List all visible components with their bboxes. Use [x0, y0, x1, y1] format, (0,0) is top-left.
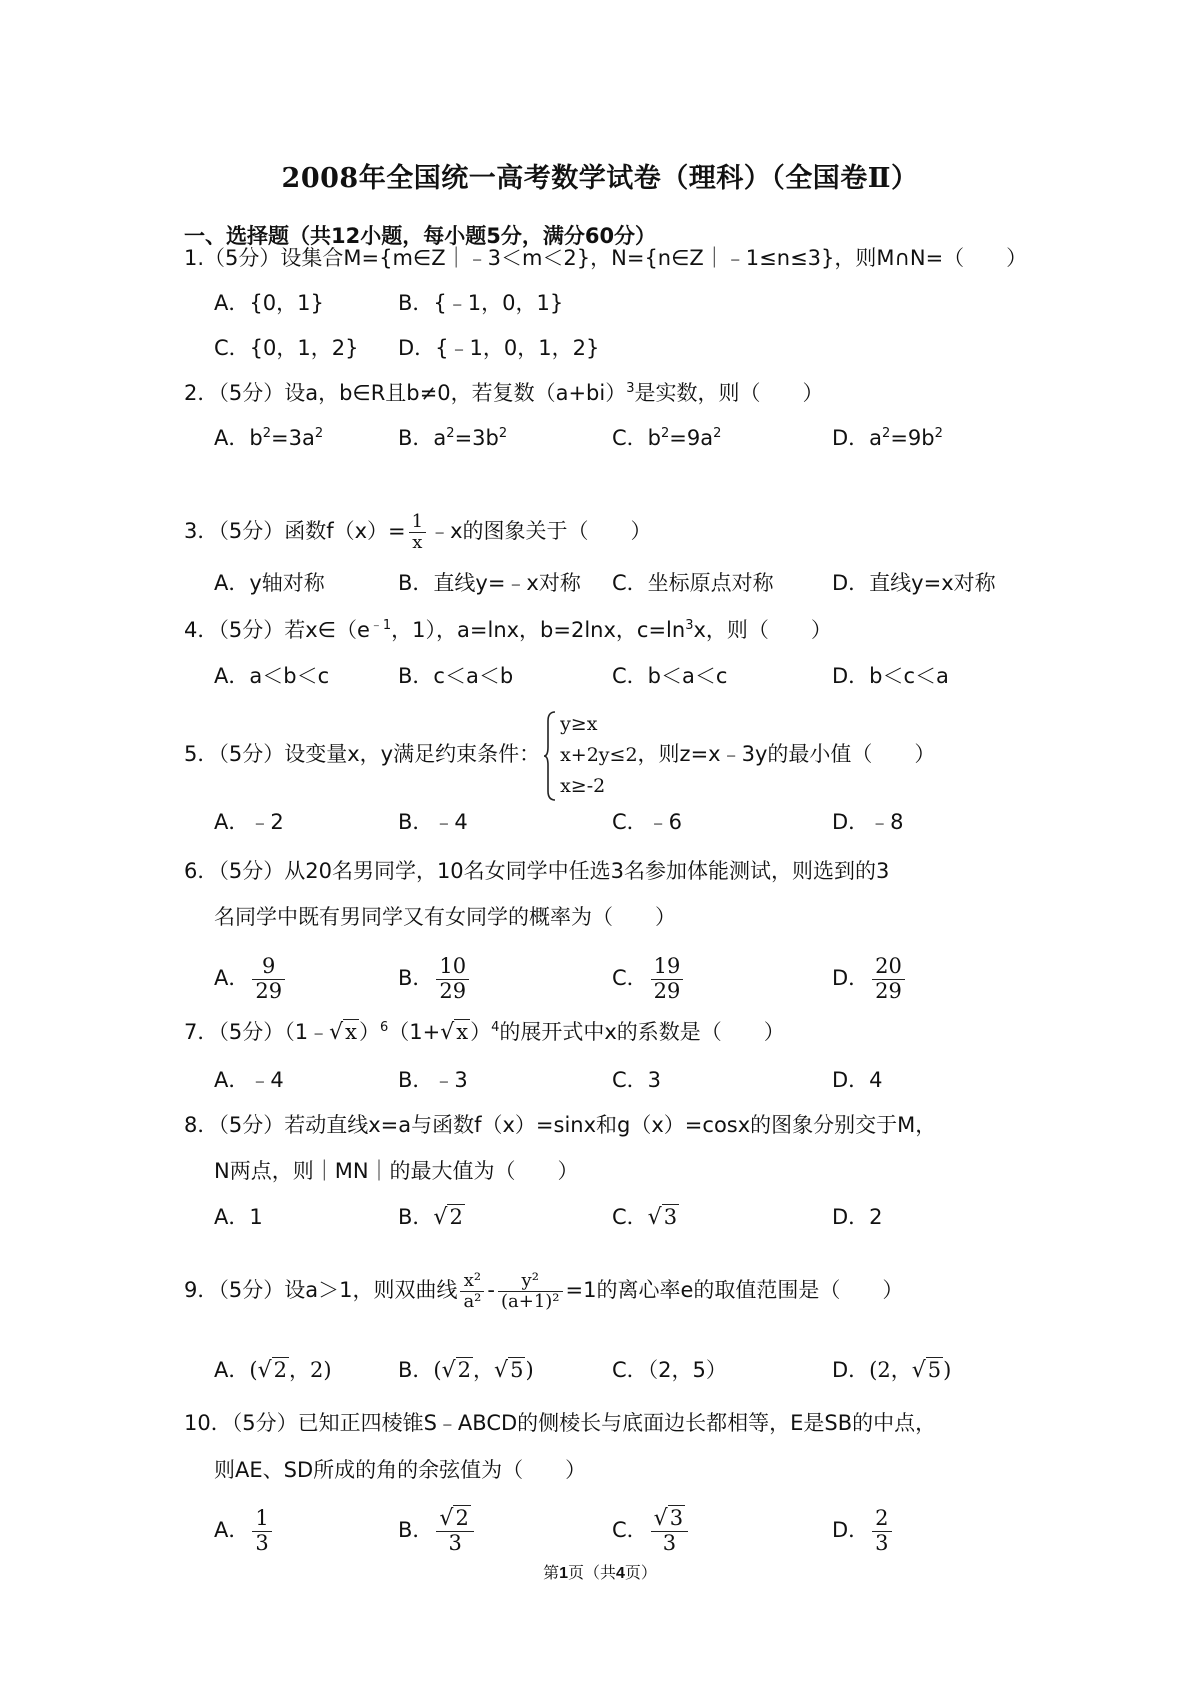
q5-constraint-2: x+2y≤2 [560, 743, 638, 766]
q9-option-d: D．(2，√5) [832, 1358, 952, 1383]
question-6-line-2: 名同学中既有男同学又有女同学的概率为（ ） [214, 905, 676, 929]
q4-option-c: C．b＜a＜c [612, 664, 728, 688]
q8-option-a: A．1 [214, 1205, 263, 1229]
q2-option-d: D．$a^2=9b^2$ [832, 426, 943, 450]
q5-option-a: A．﹣2 [214, 810, 284, 834]
section-heading: 一、选择题（共12小题，每小题5分，满分60分） [184, 224, 657, 248]
question-8-line-1: 8．（5分）若动直线x=a与函数f（x）=sinx和g（x）=cosx的图象分别交于M， [184, 1113, 937, 1137]
q4-option-a: A．a＜b＜c [214, 664, 330, 688]
q2-option-c: C．$b^2=9a^2$ [612, 426, 722, 450]
q5-constraint-3: x≥-2 [560, 774, 606, 797]
q5-option-b: B．﹣4 [398, 810, 468, 834]
q6-option-c: C． $\frac{19}{29}$ [612, 950, 686, 1006]
page-footer: 第1页（共4页） [543, 1563, 657, 1582]
q1-option-a: A．{0，1} [214, 291, 324, 315]
q7-option-b: B．﹣3 [398, 1068, 468, 1092]
q10-option-a: A． $\frac{1}{3}$ [214, 1500, 275, 1560]
question-6-line-1: 6．（5分）从20名男同学，10名女同学中任选3名参加体能测试，则选到的3 [184, 859, 890, 883]
q7-sqrt-2: √x [440, 1020, 469, 1045]
exam-title: 2008年全国统一高考数学试卷（理科）（全国卷Ⅱ） [281, 163, 919, 194]
question-10-line-2: 则AE、SD所成的角的余弦值为（ ） [214, 1458, 587, 1482]
q8-option-d: D．2 [832, 1205, 883, 1229]
q4-option-d: D．b＜c＜a [832, 664, 949, 688]
q7-option-a: A．﹣4 [214, 1068, 284, 1092]
question-7: 7．（5分）$(1﹣√x)^6(1+√x)^4$的展开式中x的系数是（ ） [184, 1020, 785, 1045]
q2-stem-pre: 2．（5分）设a，b∈R且b≠0，若复数（a+bi） [184, 381, 627, 405]
q2-stem-post: 是实数，则（ ） [634, 381, 824, 405]
q3-option-d: D．直线y=x对称 [832, 571, 996, 595]
q4-option-b: B．c＜a＜b [398, 664, 514, 688]
q3-option-c: C．坐标原点对称 [612, 571, 774, 595]
q6-option-b: B． $\frac{10}{29}$ [398, 950, 472, 1006]
q2-option-b: B．$a^2=3b^2$ [398, 426, 508, 450]
q2-option-a: A．$b^2=3a^2$ [214, 426, 324, 450]
q1-option-d: D．{﹣1，0，1，2} [398, 336, 600, 360]
q3-option-b: B．直线y=﹣x对称 [398, 571, 581, 595]
question-9: 9．（5分）设a＞1，则双曲线 $\frac{\text{x²}}{\text{a²}}$ - $\frac{\text{y²}}{\text{(a+1)²}}$ =1的离心率e的取值范围是（ ） [184, 1269, 904, 1312]
question-5: 5．（5分）设变量x，y满足约束条件： y≥x x+2y≤2 x≥-2 ，则z=x﹣3y的最小值（ ） [184, 705, 935, 803]
page-number: 1 [559, 1565, 568, 1582]
q5-constraint-1: y≥x [560, 712, 598, 735]
q3-option-a: A．y轴对称 [214, 571, 325, 595]
q2-exponent: 3 [626, 381, 635, 396]
q3-fraction: $\frac{1}{x}$ [409, 512, 426, 553]
q9-option-b: B．(√2，√5) [398, 1358, 534, 1383]
q5-constraint-system [544, 709, 637, 802]
question-10-line-1: 10．（5分）已知正四棱锥S﹣ABCD的侧棱长与底面边长都相等，E是SB的中点， [184, 1411, 937, 1435]
question-3: 3．（5分）函数f（x）= $\frac{1}{x}$ ﹣x的图象关于（ ） [184, 510, 652, 553]
q9-fraction-1: $\frac{\text{x²}}{\text{a²}}$ [460, 1271, 484, 1312]
q9-option-c: C．（2，5） [612, 1358, 727, 1382]
page-total: 4 [616, 1565, 625, 1582]
q6-option-d: D． $\frac{20}{29}$ [832, 950, 908, 1006]
q7-option-c: C．3 [612, 1068, 662, 1092]
q1-option-c: C．{0，1，2} [214, 336, 359, 360]
q5-option-c: C．﹣6 [612, 810, 683, 834]
q9-option-a: A．(√2，2) [214, 1358, 332, 1383]
q8-option-c: C．√3 [612, 1205, 678, 1230]
q5-option-d: D．﹣8 [832, 810, 904, 834]
q10-option-b: B． $\frac{√2}{3}$ [398, 1500, 477, 1560]
q6-option-a: A． $\frac{9}{29}$ [214, 950, 288, 1006]
q7-sqrt-1: √x [329, 1020, 357, 1045]
q1-option-b: B．{﹣1，0，1} [398, 291, 564, 315]
question-8-line-2: N两点，则｜MN｜的最大值为（ ） [214, 1159, 579, 1183]
question-2 [184, 378, 824, 408]
left-brace-icon [544, 711, 556, 801]
q10-option-c: C． $\frac{√3}{3}$ [612, 1500, 691, 1560]
q10-option-d: D． $\frac{2}{3}$ [832, 1500, 895, 1560]
q7-option-d: D．4 [832, 1068, 883, 1092]
q8-option-b: B．√2 [398, 1205, 463, 1230]
q9-fraction-2: $\frac{\text{y²}}{\text{(a+1)²}}$ [498, 1271, 563, 1312]
question-1: 1.（5分）设集合M={m∈Z｜﹣3＜m＜2}，N={n∈Z｜﹣1≤n≤3}，则M∩N=（ ） [184, 246, 1028, 270]
question-4: 4．（5分）若$x\in(e^{﹣1}$，1），a=lnx，b=2lnx，$c=\ln^3x$，则（ ） [184, 618, 832, 642]
